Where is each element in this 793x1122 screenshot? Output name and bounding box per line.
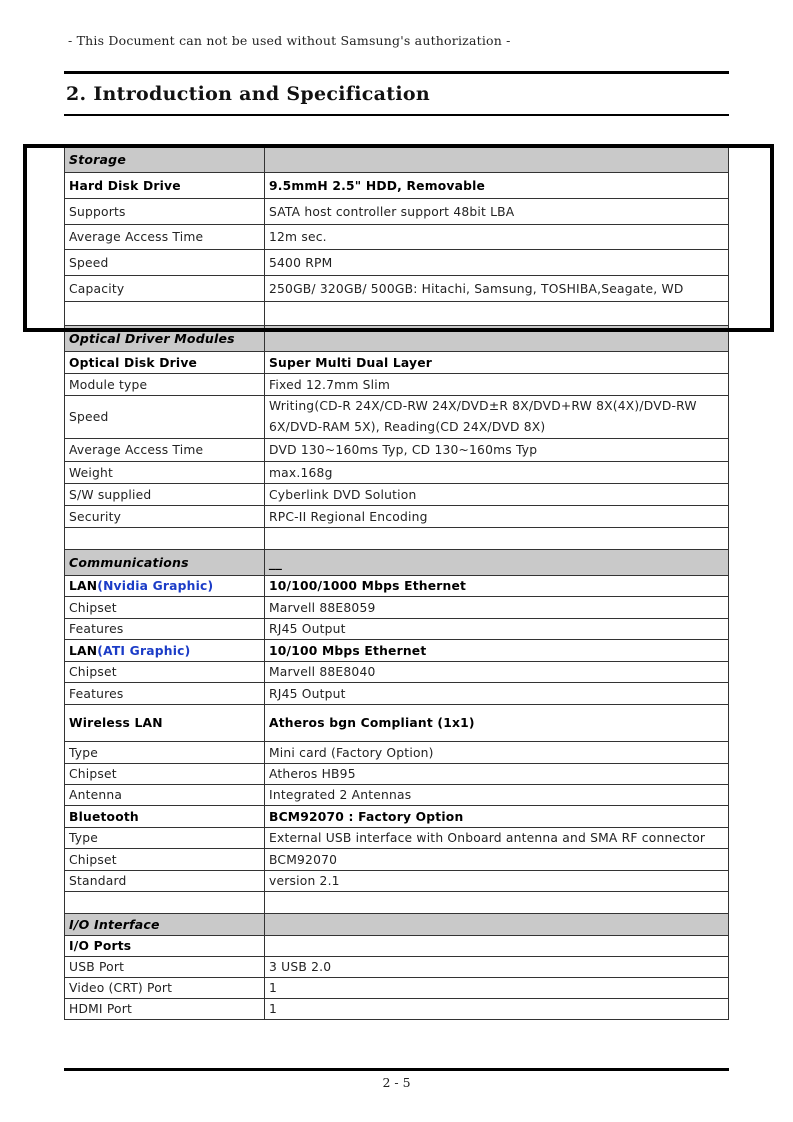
spec-value: Atheros HB95 xyxy=(265,764,729,785)
spec-label: Chipset xyxy=(65,597,265,619)
spec-row xyxy=(65,396,729,439)
spec-label: USB Port xyxy=(65,957,265,978)
spec-value: 10/100 Mbps Ethernet xyxy=(265,640,729,662)
spec-value: __ xyxy=(265,550,729,576)
spec-label xyxy=(65,576,265,597)
spec-label xyxy=(65,892,265,914)
spec-label: Average Access Time xyxy=(65,225,265,250)
section-header-row xyxy=(65,326,729,352)
spec-row xyxy=(65,892,729,914)
spec-label: Hard Disk Drive xyxy=(65,173,265,199)
spec-label: Antenna xyxy=(65,785,265,806)
spec-row xyxy=(65,276,729,302)
spec-label: Optical Disk Drive xyxy=(65,352,265,374)
spec-value xyxy=(265,892,729,914)
spec-label xyxy=(65,528,265,550)
spec-row xyxy=(65,439,729,462)
spec-row xyxy=(65,199,729,225)
spec-value: Cyberlink DVD Solution xyxy=(265,484,729,506)
spec-value: RJ45 Output xyxy=(265,683,729,705)
spec-value: RPC-II Regional Encoding xyxy=(265,506,729,528)
spec-value xyxy=(265,914,729,936)
spec-row xyxy=(65,806,729,828)
spec-value: RJ45 Output xyxy=(265,619,729,640)
spec-row xyxy=(65,250,729,276)
spec-row xyxy=(65,936,729,957)
spec-label: Weight xyxy=(65,462,265,484)
spec-value xyxy=(265,936,729,957)
spec-value: max.168g xyxy=(265,462,729,484)
spec-label: Chipset xyxy=(65,662,265,683)
spec-row xyxy=(65,462,729,484)
spec-row xyxy=(65,764,729,785)
spec-value: 10/100/1000 Mbps Ethernet xyxy=(265,576,729,597)
spec-label: I/O Interface xyxy=(65,914,265,936)
spec-label: Chipset xyxy=(65,849,265,871)
top-rule xyxy=(64,71,729,74)
spec-row xyxy=(65,662,729,683)
section-header-row xyxy=(65,914,729,936)
spec-row xyxy=(65,225,729,250)
spec-row xyxy=(65,705,729,742)
spec-row xyxy=(65,576,729,597)
spec-value: Super Multi Dual Layer xyxy=(265,352,729,374)
spec-label: Average Access Time xyxy=(65,439,265,462)
spec-value xyxy=(265,326,729,352)
lan-graphic-note: (Nvidia Graphic) xyxy=(97,579,214,593)
spec-label: Wireless LAN xyxy=(65,705,265,742)
spec-label: Storage xyxy=(65,147,265,173)
spec-value: version 2.1 xyxy=(265,871,729,892)
spec-label: Supports xyxy=(65,199,265,225)
page-number: 2 - 5 xyxy=(382,1075,411,1090)
section-header-row xyxy=(65,147,729,173)
lan-graphic-note: (ATI Graphic) xyxy=(97,643,191,658)
spec-value: Writing(CD-R 24X/CD-RW 24X/DVD±R 8X/DVD+RW 8X(4X)/DVD-RW 6X/DVD-RAM 5X), Reading(CD 24X/DVD 8X) xyxy=(265,396,729,439)
spec-label: Type xyxy=(65,828,265,849)
header-note: - This Document can not be used without Samsung's authorization - xyxy=(68,33,511,48)
spec-label xyxy=(65,302,265,326)
spec-value: 9.5mmH 2.5" HDD, Removable xyxy=(265,173,729,199)
spec-row xyxy=(65,871,729,892)
spec-value xyxy=(265,528,729,550)
spec-label: Video (CRT) Port xyxy=(65,978,265,999)
spec-label: Standard xyxy=(65,871,265,892)
spec-row xyxy=(65,683,729,705)
spec-value xyxy=(265,147,729,173)
spec-row xyxy=(65,597,729,619)
spec-row xyxy=(65,640,729,662)
spec-label xyxy=(65,640,265,662)
spec-row xyxy=(65,302,729,326)
spec-value xyxy=(265,302,729,326)
title-rule xyxy=(64,114,729,116)
spec-value: 5400 RPM xyxy=(265,250,729,276)
spec-label: Speed xyxy=(65,250,265,276)
spec-row xyxy=(65,506,729,528)
spec-label: I/O Ports xyxy=(65,936,265,957)
spec-label: HDMI Port xyxy=(65,999,265,1020)
lan-label: LAN xyxy=(69,579,98,593)
spec-value: External USB interface with Onboard antenna and SMA RF connector xyxy=(265,828,729,849)
spec-value: 250GB/ 320GB/ 500GB: Hitachi, Samsung, TOSHIBA,Seagate, WD xyxy=(265,276,729,302)
spec-row xyxy=(65,374,729,396)
spec-value: 1 xyxy=(265,999,729,1020)
spec-row xyxy=(65,619,729,640)
spec-label: S/W supplied xyxy=(65,484,265,506)
spec-row xyxy=(65,999,729,1020)
spec-label: Security xyxy=(65,506,265,528)
spec-value: 3 USB 2.0 xyxy=(265,957,729,978)
spec-value: Marvell 88E8040 xyxy=(265,662,729,683)
spec-value: 1 xyxy=(265,978,729,999)
spec-label: Features xyxy=(65,619,265,640)
spec-label: Optical Driver Modules xyxy=(65,326,265,352)
spec-value: Marvell 88E8059 xyxy=(265,597,729,619)
spec-value: Atheros bgn Compliant (1x1) xyxy=(265,705,729,742)
spec-value: Mini card (Factory Option) xyxy=(265,742,729,764)
spec-row xyxy=(65,742,729,764)
spec-value: 12m sec. xyxy=(265,225,729,250)
spec-row xyxy=(65,849,729,871)
spec-row xyxy=(65,828,729,849)
lan-label: LAN xyxy=(69,643,98,658)
spec-value: BCM92070 xyxy=(265,849,729,871)
spec-value: Fixed 12.7mm Slim xyxy=(265,374,729,396)
spec-row xyxy=(65,173,729,199)
spec-value: Integrated 2 Antennas xyxy=(265,785,729,806)
spec-value: BCM92070 : Factory Option xyxy=(265,806,729,828)
spec-label: Speed xyxy=(65,396,265,439)
footer-rule xyxy=(64,1068,729,1071)
spec-row xyxy=(65,352,729,374)
spec-label: Bluetooth xyxy=(65,806,265,828)
section-header-row xyxy=(65,550,729,576)
spec-label: Type xyxy=(65,742,265,764)
spec-row xyxy=(65,957,729,978)
spec-row xyxy=(65,785,729,806)
spec-row xyxy=(65,484,729,506)
spec-row xyxy=(65,978,729,999)
spec-label: Capacity xyxy=(65,276,265,302)
spec-value: DVD 130~160ms Typ, CD 130~160ms Typ xyxy=(265,439,729,462)
spec-label: Communications xyxy=(65,550,265,576)
spec-value: SATA host controller support 48bit LBA xyxy=(265,199,729,225)
spec-label: Module type xyxy=(65,374,265,396)
spec-row xyxy=(65,528,729,550)
spec-table xyxy=(64,146,729,1020)
spec-label: Features xyxy=(65,683,265,705)
spec-label: Chipset xyxy=(65,764,265,785)
page-title: 2. Introduction and Specification xyxy=(66,83,430,105)
